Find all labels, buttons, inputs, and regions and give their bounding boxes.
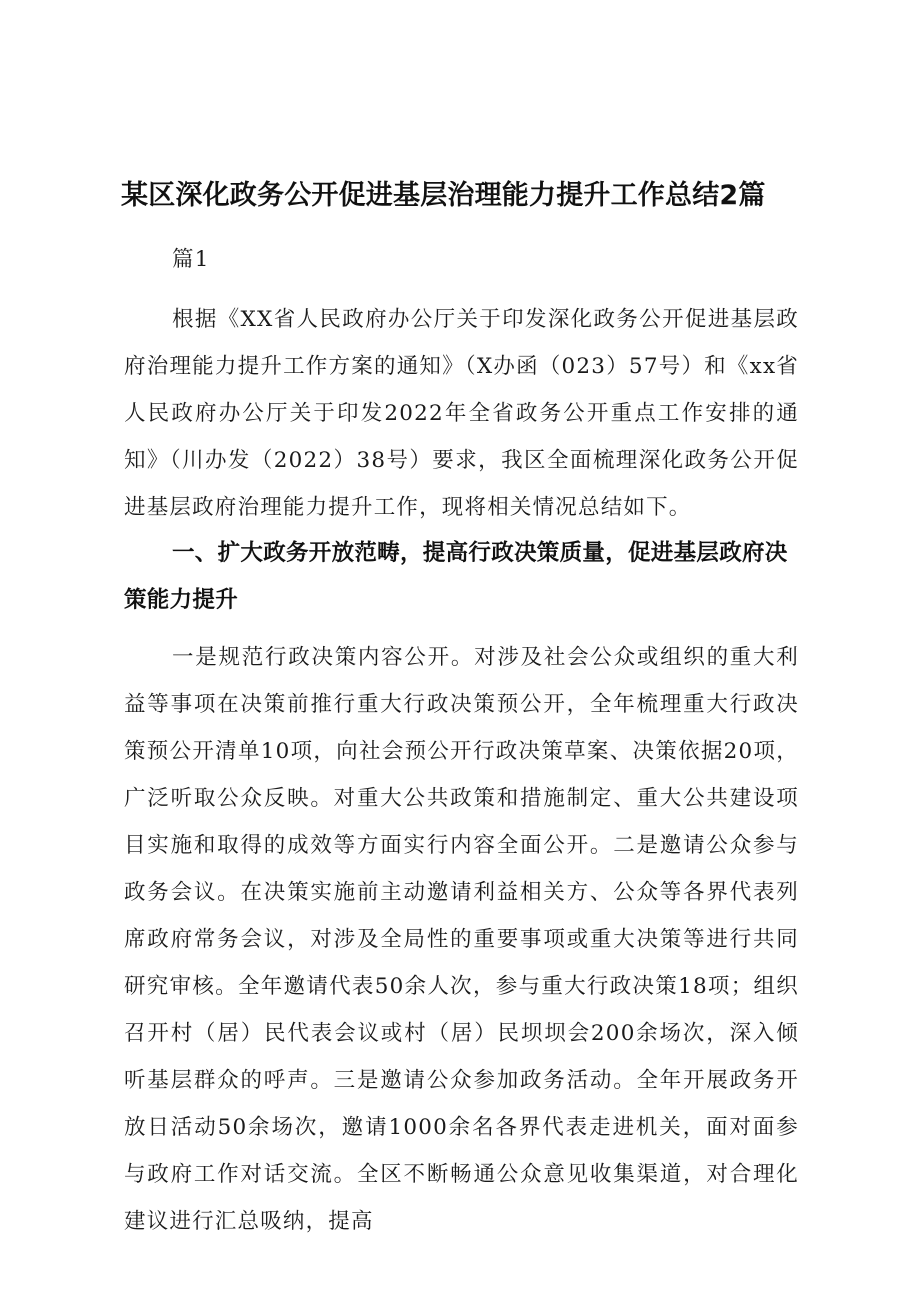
section-heading: 一、扩大政务开放范畴，提高行政决策质量，促进基层政府决策能力提升 — [124, 540, 788, 613]
section-label: 篇1 — [172, 247, 210, 272]
intro-paragraph: 根据《XX省人民政府办公厅关于印发深化政务公开促进基层政府治理能力提升工作方案的通知》（X办函（023）57号）和《xx省人民政府办公厅关于印发2022年全省政务公开重点工作安排的通知》（川办发（2022）38号）要求，我区全面梳理深化政务公开促进基层政府治理能力提升工作，现将相关情况总结如下。 — [124, 307, 799, 520]
section-body-paragraph: 一是规范行政决策内容公开。对涉及社会公众或组织的重大利益等事项在决策前推行重大行政决策预公开，全年梳理重大行政决策预公开清单10项，向社会预公开行政决策草案、决策依据20项，广泛听取公众反映。对重大公共政策和措施制定、重大公共建设项目实施和取得的成效等方面实行内容全面公开。二是邀请公众参与政务会议。在决策实施前主动邀请利益相关方、公众等各界代表列席政府常务会议，对涉及全局性的重要事项或重大决策等进行共同研究审核。全年邀请代表50余人次，参与重大行政决策18项；组织召开村（居）民代表会议或村（居）民坝坝会200余场次，深入倾听基层群众的呼声。三是邀请公众参加政务活动。全年开展政务开放日活动50余场次，邀请1000余名各界代表走进机关，面对面参与政府工作对话交流。全区不断畅通公众意见收集渠道，对合理化建议进行汇总吸纳，提高 — [124, 645, 799, 1234]
document-title: 某区深化政务公开促进基层治理能力提升工作总结2篇 — [121, 180, 766, 211]
